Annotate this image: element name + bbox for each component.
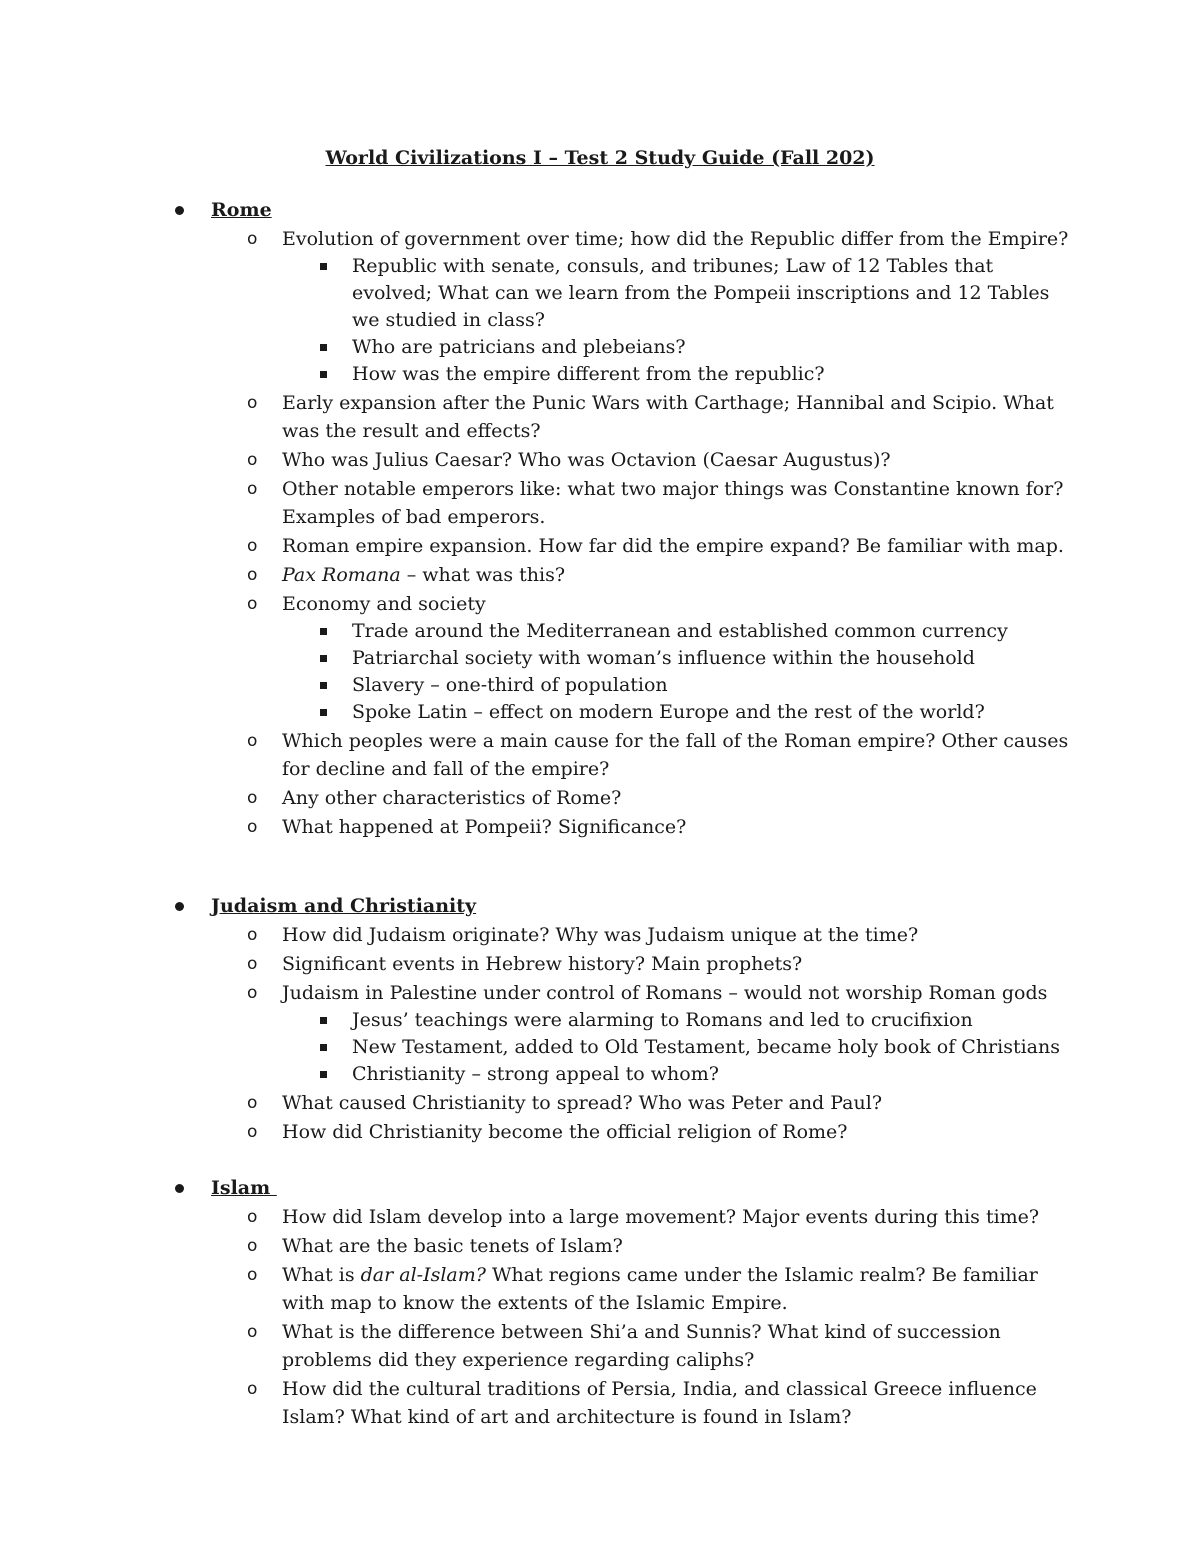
sub-list-item xyxy=(0,334,1200,361)
item-text-italic: dar al-Islam? xyxy=(360,1264,486,1286)
item-text: How did Christianity become the official religion of Rome? xyxy=(282,1121,848,1143)
list-item xyxy=(0,1089,1200,1117)
item-text: How did Islam develop into a large movement? Major events during this time? xyxy=(282,1206,1040,1228)
bullet-icon xyxy=(175,206,184,215)
item-text-prefix: What is xyxy=(282,1264,361,1286)
section-heading: Rome xyxy=(211,199,272,221)
circle-bullet-icon: o xyxy=(247,925,258,945)
square-bullet-icon xyxy=(320,1071,327,1078)
circle-bullet-icon: o xyxy=(247,1265,258,1285)
sub-list-item xyxy=(0,1007,1200,1034)
square-bullet-icon xyxy=(320,709,327,716)
section-heading-row xyxy=(0,892,1200,920)
list-item xyxy=(0,727,1200,783)
sub-list-item xyxy=(0,699,1200,726)
item-text: Evolution of government over time; how did the Republic differ from the Empire? xyxy=(282,228,1069,250)
sub-item-text: Christianity – strong appeal to whom? xyxy=(352,1063,719,1085)
item-text: – what was this? xyxy=(400,564,566,586)
sub-list-item xyxy=(0,1034,1200,1061)
item-text: Any other characteristics of Rome? xyxy=(282,787,622,809)
sub-list-item xyxy=(0,253,1200,334)
item-text: How did the cultural traditions of Persia, India, and classical Greece influence Islam? What kind of art and architecture is found in Islam? xyxy=(282,1378,1037,1428)
circle-bullet-icon: o xyxy=(247,1236,258,1256)
list-item xyxy=(0,1232,1200,1260)
sub-item-text: Trade around the Mediterranean and established common currency xyxy=(352,620,1008,642)
item-text: Significant events in Hebrew history? Main prophets? xyxy=(282,953,803,975)
square-bullet-icon xyxy=(320,628,327,635)
circle-bullet-icon: o xyxy=(247,1122,258,1142)
list-item xyxy=(0,950,1200,978)
square-bullet-icon xyxy=(320,1044,327,1051)
circle-bullet-icon: o xyxy=(247,565,258,585)
square-bullet-icon xyxy=(320,263,327,270)
item-text: What regions came under the Islamic realm? Be familiar with map to know the extents of the Islamic Empire. xyxy=(282,1264,1038,1314)
list-item xyxy=(0,1318,1200,1374)
list-item xyxy=(0,389,1200,445)
item-text: Economy and society xyxy=(282,593,486,615)
section-heading-row xyxy=(0,196,1200,224)
item-text: Who was Julius Caesar? Who was Octavion (Caesar Augustus)? xyxy=(282,449,891,471)
sub-item-text: How was the empire different from the republic? xyxy=(352,363,825,385)
circle-bullet-icon: o xyxy=(247,788,258,808)
list-item xyxy=(0,813,1200,841)
list-item xyxy=(0,1375,1200,1431)
list-item xyxy=(0,784,1200,812)
circle-bullet-icon: o xyxy=(247,393,258,413)
sub-item-text: Patriarchal society with woman’s influence within the household xyxy=(352,647,975,669)
list-item xyxy=(0,1118,1200,1146)
circle-bullet-icon: o xyxy=(247,450,258,470)
sub-list-item xyxy=(0,645,1200,672)
section-heading: Judaism and Christianity xyxy=(211,895,477,917)
circle-bullet-icon: o xyxy=(247,983,258,1003)
item-text: Early expansion after the Punic Wars with Carthage; Hannibal and Scipio. What was the result and effects? xyxy=(282,392,1054,442)
circle-bullet-icon: o xyxy=(247,1093,258,1113)
section-heading: Islam xyxy=(211,1177,277,1199)
circle-bullet-icon: o xyxy=(247,594,258,614)
sub-list-item xyxy=(0,1061,1200,1088)
square-bullet-icon xyxy=(320,655,327,662)
bullet-icon xyxy=(175,1184,184,1193)
list-item xyxy=(0,1203,1200,1231)
list-item xyxy=(0,561,1200,589)
item-text: What is the difference between Shi’a and Sunnis? What kind of succession problems did they experience regarding caliphs? xyxy=(282,1321,1001,1371)
bullet-icon xyxy=(175,902,184,911)
list-item xyxy=(0,590,1200,618)
list-item xyxy=(0,921,1200,949)
sub-list-item xyxy=(0,361,1200,388)
list-item xyxy=(0,446,1200,474)
item-text: How did Judaism originate? Why was Judaism unique at the time? xyxy=(282,924,919,946)
circle-bullet-icon: o xyxy=(247,536,258,556)
square-bullet-icon xyxy=(320,344,327,351)
list-item xyxy=(0,979,1200,1007)
circle-bullet-icon: o xyxy=(247,229,258,249)
sub-list-item xyxy=(0,672,1200,699)
item-text: Judaism in Palestine under control of Romans – would not worship Roman gods xyxy=(282,982,1048,1004)
section-heading-row xyxy=(0,1174,1200,1202)
page-title: World Civilizations I – Test 2 Study Guide (Fall 202) xyxy=(325,147,875,169)
circle-bullet-icon: o xyxy=(247,479,258,499)
sub-item-text: Slavery – one-third of population xyxy=(352,674,668,696)
item-text-italic: Pax Romana xyxy=(282,564,401,586)
item-text: What are the basic tenets of Islam? xyxy=(282,1235,623,1257)
circle-bullet-icon: o xyxy=(247,731,258,751)
list-item xyxy=(0,225,1200,253)
section-2 xyxy=(0,1174,1200,1431)
sub-item-text: New Testament, added to Old Testament, became holy book of Christians xyxy=(352,1036,1060,1058)
list-item xyxy=(0,475,1200,531)
item-text: What caused Christianity to spread? Who was Peter and Paul? xyxy=(282,1092,883,1114)
list-item xyxy=(0,532,1200,560)
circle-bullet-icon: o xyxy=(247,817,258,837)
item-text: Other notable emperors like: what two major things was Constantine known for? Examples of bad emperors. xyxy=(282,478,1064,528)
circle-bullet-icon: o xyxy=(247,1322,258,1342)
section-1 xyxy=(0,892,1200,1146)
circle-bullet-icon: o xyxy=(247,954,258,974)
sub-item-text: Jesus’ teachings were alarming to Romans and led to crucifixion xyxy=(352,1009,973,1031)
item-text: What happened at Pompeii? Significance? xyxy=(282,816,687,838)
item-text: Which peoples were a main cause for the fall of the Roman empire? Other causes for decline and fall of the empire? xyxy=(282,730,1069,780)
circle-bullet-icon: o xyxy=(247,1207,258,1227)
sub-item-text: Spoke Latin – effect on modern Europe and the rest of the world? xyxy=(352,701,985,723)
item-text: Roman empire expansion. How far did the empire expand? Be familiar with map. xyxy=(282,535,1064,557)
section-0 xyxy=(0,196,1200,841)
square-bullet-icon xyxy=(320,1017,327,1024)
sub-list-item xyxy=(0,618,1200,645)
sub-item-text: Republic with senate, consuls, and tribunes; Law of 12 Tables that evolved; What can we learn from the Pompeii inscriptions and 12 Tables we studied in class? xyxy=(352,255,1050,331)
circle-bullet-icon: o xyxy=(247,1379,258,1399)
sub-item-text: Who are patricians and plebeians? xyxy=(352,336,686,358)
square-bullet-icon xyxy=(320,682,327,689)
square-bullet-icon xyxy=(320,371,327,378)
list-item xyxy=(0,1261,1200,1317)
